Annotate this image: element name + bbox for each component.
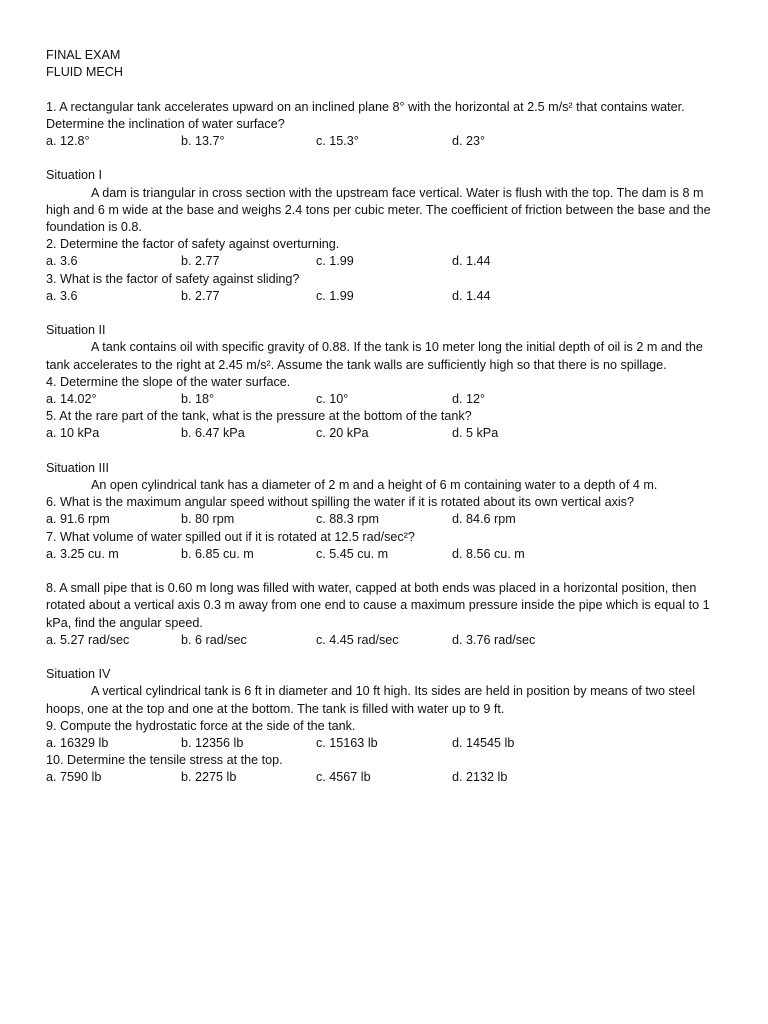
option-a: a. 91.6 rpm	[46, 512, 110, 527]
option-b: b. 2.77	[181, 254, 220, 269]
option-a: a. 14.02°	[46, 391, 97, 406]
question-6: 6. What is the maximum angular speed without spilling the water if it is rotated about its own vertical axis?	[46, 495, 634, 510]
situation-1-heading: Situation I	[46, 168, 103, 183]
option-c: c. 1.99	[316, 254, 354, 269]
option-d: d. 1.44	[452, 254, 491, 269]
option-b: b. 2275 lb	[181, 770, 237, 785]
option-c: c. 10°	[316, 391, 349, 406]
question-3: 3. What is the factor of safety against sliding?	[46, 271, 300, 286]
option-d: d. 84.6 rpm	[452, 512, 516, 527]
option-a: a. 3.6	[46, 254, 78, 269]
question-10-options	[46, 769, 722, 786]
option-c: c. 5.45 cu. m	[316, 546, 389, 561]
question-4-options	[46, 391, 722, 408]
exam-title: FINAL EXAM	[46, 48, 121, 62]
question-8: 8. A small pipe that is 0.60 m long was filled with water, capped at both ends was placed in a horizontal position, then rotated about a vertical axis 0.3 m away from one end to cause a maximum pressure inside the pipe which is equal to 1 kPa, find the angular speed.	[46, 581, 710, 630]
question-4: 4. Determine the slope of the water surface.	[46, 374, 291, 389]
question-5: 5. At the rare part of the tank, what is the pressure at the bottom of the tank?	[46, 409, 472, 424]
option-d: d. 14545 lb	[452, 735, 515, 750]
option-c: c. 15.3°	[316, 134, 359, 148]
situation-2-text: A tank contains oil with specific gravity of 0.88. If the tank is 10 meter long the initial depth of oil is 2 m and the tank accelerates to the right at 2.45 m/s². Assume the tank walls are sufficiently high so that there is no spillage.	[46, 340, 703, 372]
question-8-options	[46, 632, 722, 649]
option-a: a. 3.25 cu. m	[46, 546, 119, 561]
option-a: a. 12.8°	[46, 134, 90, 148]
question-10: 10. Determine the tensile stress at the top.	[46, 753, 283, 768]
situation-3-text: An open cylindrical tank has a diameter of 2 m and a height of 6 m containing water to a depth of 4 m.	[91, 477, 658, 492]
option-b: b. 6 rad/sec	[181, 632, 247, 647]
situation-3-heading: Situation III	[46, 460, 110, 475]
option-a: a. 3.6	[46, 288, 78, 303]
question-9-options	[46, 735, 722, 752]
option-a: a. 7590 lb	[46, 770, 102, 785]
option-d: d. 8.56 cu. m	[452, 546, 525, 561]
option-d: d. 23°	[452, 134, 486, 148]
option-c: c. 88.3 rpm	[316, 512, 379, 527]
situation-4-text: A vertical cylindrical tank is 6 ft in diameter and 10 ft high. Its sides are held in position by means of two steel hoops, one at the top and one at the bottom. The tank is filled with water up to 9 ft.	[46, 684, 696, 716]
option-c: c. 1.99	[316, 288, 354, 303]
question-7: 7. What volume of water spilled out if it is rotated at 12.5 rad/sec²?	[46, 529, 415, 544]
option-b: b. 18°	[181, 391, 215, 406]
question-3-options	[46, 288, 722, 305]
question-7-options	[46, 546, 722, 563]
situation-2-heading: Situation II	[46, 323, 106, 338]
option-a: a. 10 kPa	[46, 426, 100, 441]
situation-1-text: A dam is triangular in cross section with the upstream face vertical. Water is flush with the top. The dam is 8 m high and 6 m wide at the base and weighs 2.4 tons per cubic meter. The coefficient of friction between the base and the foundation is 0.8.	[46, 185, 711, 234]
option-c: c. 20 kPa	[316, 426, 369, 441]
option-d: d. 2132 lb	[452, 770, 508, 785]
question-9: 9. Compute the hydrostatic force at the side of the tank.	[46, 718, 356, 733]
exam-subject: FLUID MECH	[46, 65, 123, 80]
option-b: b. 13.7°	[181, 134, 225, 148]
question-1: 1. A rectangular tank accelerates upward on an inclined plane 8° with the horizontal at 2.5 m/s² that contains water. Determine the inclination of water surface?	[46, 99, 685, 131]
option-b: b. 80 rpm	[181, 512, 235, 527]
option-b: b. 6.85 cu. m	[181, 546, 254, 561]
question-2: 2. Determine the factor of safety against overturning.	[46, 237, 340, 252]
option-d: d. 1.44	[452, 288, 491, 303]
option-c: c. 4567 lb	[316, 770, 371, 785]
option-b: b. 12356 lb	[181, 735, 244, 750]
situation-4-heading: Situation IV	[46, 667, 111, 682]
option-b: b. 6.47 kPa	[181, 426, 245, 441]
question-2-options	[46, 253, 722, 270]
option-a: a. 5.27 rad/sec	[46, 632, 130, 647]
question-5-options	[46, 425, 722, 442]
option-d: d. 5 kPa	[452, 426, 499, 441]
option-d: d. 12°	[452, 391, 486, 406]
option-a: a. 16329 lb	[46, 735, 109, 750]
option-b: b. 2.77	[181, 288, 220, 303]
option-c: c. 15163 lb	[316, 735, 378, 750]
question-6-options	[46, 511, 722, 528]
exam-content	[46, 47, 722, 786]
option-c: c. 4.45 rad/sec	[316, 632, 399, 647]
option-d: d. 3.76 rad/sec	[452, 632, 536, 647]
question-1-options	[46, 133, 722, 150]
